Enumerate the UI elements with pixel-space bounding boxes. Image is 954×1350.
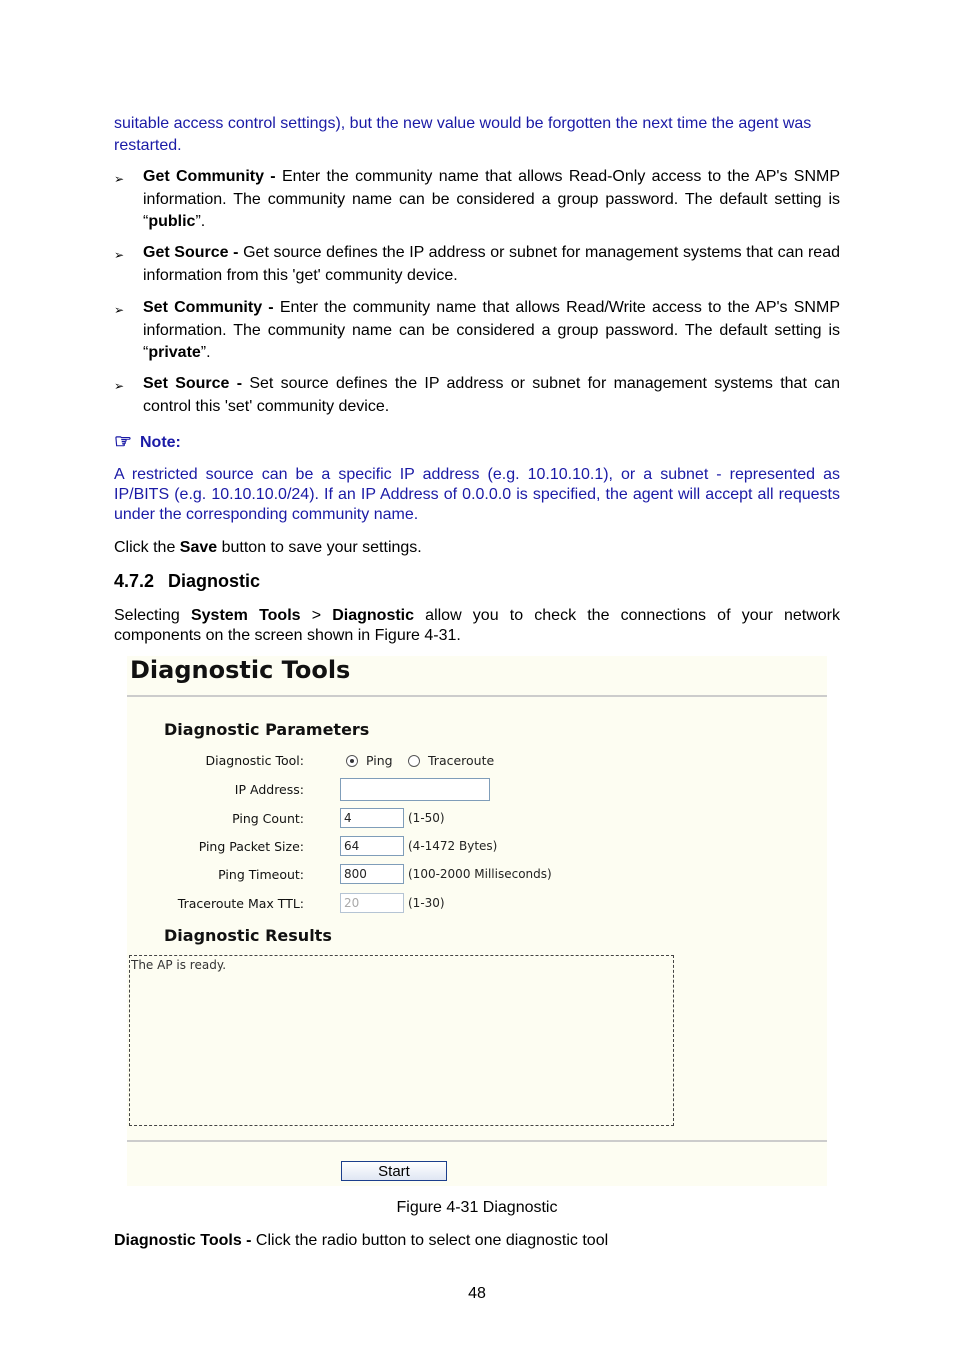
ping-count-input[interactable]: 4 <box>340 808 404 828</box>
bullet-term: Get Community - <box>143 168 276 185</box>
params-heading: Diagnostic Parameters <box>164 720 370 739</box>
intro-line-1: suitable access control settings), but the new value would be forgotten the next time the agent was <box>114 115 812 132</box>
intro-line-2: restarted. <box>114 137 182 154</box>
note-label: Note: <box>140 434 181 451</box>
tool-label: Diagnostic Tool: <box>205 753 304 768</box>
bullet-term: Set Source - <box>143 375 243 392</box>
ping-radio-label[interactable]: Ping <box>366 753 393 768</box>
intro-paragraph <box>114 113 840 157</box>
bullet-get-source: Get Source - Get source defines the IP address or subnet for management systems that can read information from this 'get' community device. <box>143 244 841 284</box>
note-text: A restricted source can be a specific IP address (e.g. 10.10.10.1), or a subnet - represented as IP/BITS (e.g. 10.10.10.0/24). If an IP Address of 0.0.0.0 is specified, the agent will accept all requests under the corresponding community name. <box>114 466 840 523</box>
packet-size-label: Ping Packet Size: <box>198 839 304 854</box>
timeout-label: Ping Timeout: <box>218 867 304 882</box>
bottom-divider <box>127 1140 827 1142</box>
traceroute-radio[interactable] <box>408 755 420 767</box>
results-text: The AP is ready. <box>131 958 227 972</box>
selecting-paragraph: Selecting System Tools > Diagnostic allow you to check the connections of your network components on the screen shown in Figure 4-31. <box>114 607 841 644</box>
figure-caption: Figure 4-31 Diagnostic <box>396 1199 558 1216</box>
section-title: Diagnostic <box>168 571 261 591</box>
bullet-marker: ➢ <box>114 248 125 262</box>
packet-size-input[interactable]: 64 <box>340 836 404 856</box>
bullet-marker: ➢ <box>114 379 125 393</box>
title-divider <box>127 695 827 697</box>
ping-count-label: Ping Count: <box>232 811 304 826</box>
start-button[interactable]: Start <box>341 1161 447 1181</box>
bullet-get-community: Get Community - Enter the community name that allows Read-Only access to the AP's SNMP information. The community name can be considered a group password. The default setting is “public”. <box>143 168 841 230</box>
ttl-input[interactable]: 20 <box>340 893 404 913</box>
click-save-paragraph: Click the Save button to save your settings. <box>114 539 422 556</box>
timeout-input[interactable]: 800 <box>340 864 404 884</box>
final-paragraph: Diagnostic Tools - Click the radio button to select one diagnostic tool <box>114 1232 609 1249</box>
results-area <box>129 955 674 1126</box>
pointing-hand-icon: ☞ <box>114 431 132 453</box>
bullet-term: Get Source - <box>143 244 239 261</box>
ping-radio[interactable] <box>346 755 358 767</box>
page-number: 48 <box>468 1285 486 1302</box>
bullet-marker: ➢ <box>114 172 125 186</box>
bullet-set-source: Set Source - Set source defines the IP address or subnet for management systems that can control this 'set' community device. <box>143 375 840 415</box>
timeout-hint: (100-2000 Milliseconds) <box>408 867 552 881</box>
ttl-hint: (1-30) <box>408 896 445 910</box>
ip-label: IP Address: <box>234 782 304 797</box>
ttl-label: Traceroute Max TTL: <box>177 896 304 911</box>
traceroute-radio-label[interactable]: Traceroute <box>428 753 495 768</box>
figure-title: Diagnostic Tools <box>130 656 351 684</box>
results-heading: Diagnostic Results <box>164 926 332 945</box>
section-number: 4.7.2 <box>114 571 155 591</box>
packet-size-hint: (4-1472 Bytes) <box>408 839 498 853</box>
note-header <box>114 433 181 452</box>
ping-count-hint: (1-50) <box>408 811 445 825</box>
section-heading <box>114 571 260 592</box>
bullet-set-community: Set Community - Enter the community name that allows Read/Write access to the AP's SNMP information. The community name can be considered a group password. The default setting is “private”. <box>143 299 840 361</box>
ip-address-input[interactable] <box>340 778 490 801</box>
bullet-marker: ➢ <box>114 303 125 317</box>
bullet-term: Set Community - <box>143 299 274 316</box>
diagnostic-tools-figure <box>127 656 827 1186</box>
